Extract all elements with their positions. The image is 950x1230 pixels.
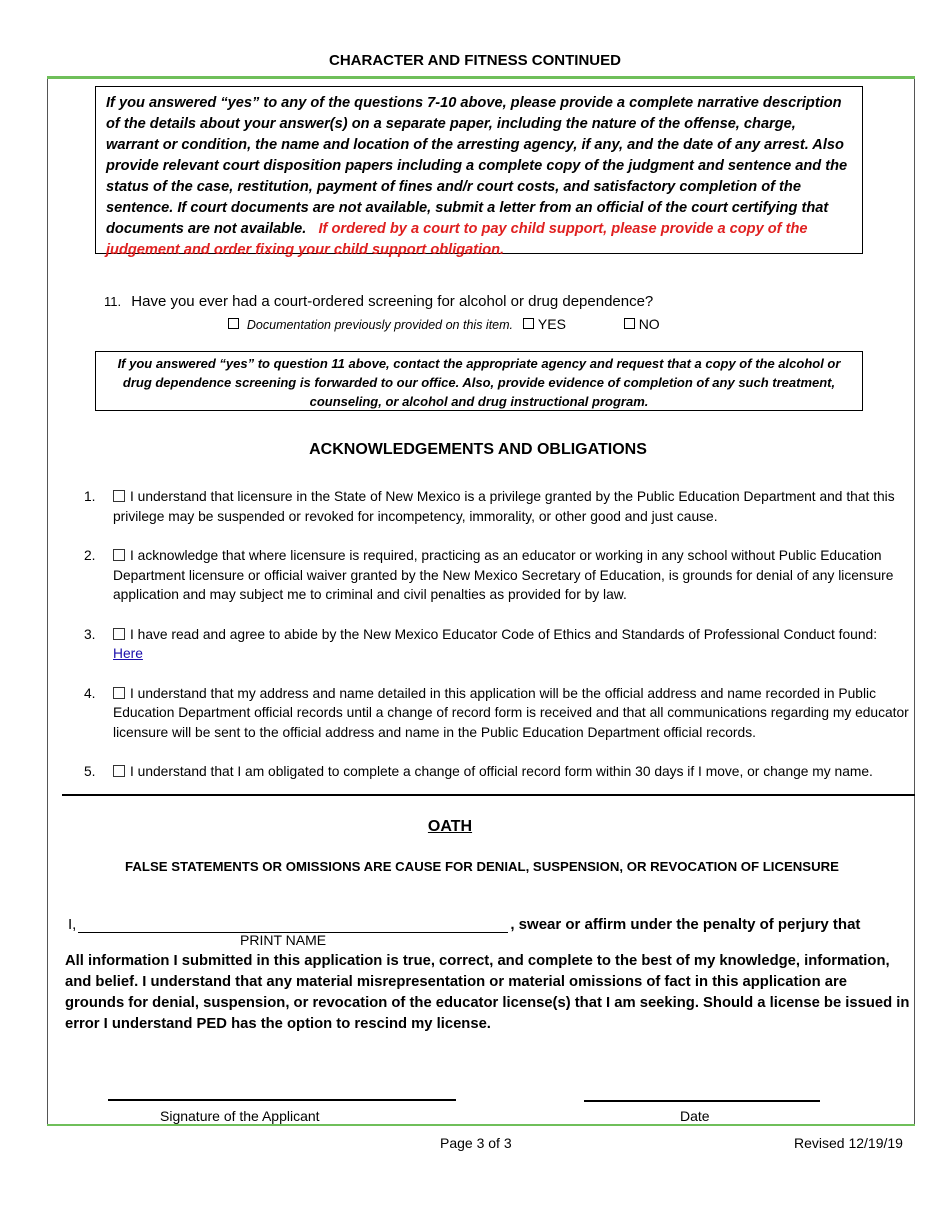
- date-field[interactable]: [584, 1100, 820, 1102]
- oath-name-line: [68, 915, 860, 933]
- date-label: Date: [680, 1108, 710, 1124]
- false-statements-warning: FALSE STATEMENTS OR OMISSIONS ARE CAUSE FOR DENIAL, SUSPENSION, OR REVOCATION OF LICENSURE: [125, 859, 839, 874]
- acknowledgement-checkbox[interactable]: [113, 687, 125, 699]
- frame-right-border: [914, 79, 915, 1124]
- question-11-options: [228, 316, 660, 332]
- list-item: [84, 546, 909, 605]
- list-item: [84, 625, 909, 664]
- question-text: Have you ever had a court-ordered screening for alcohol or drug dependence?: [131, 293, 654, 310]
- print-name-field[interactable]: [78, 915, 508, 933]
- footer-rule: [47, 1124, 915, 1126]
- signature-field[interactable]: [108, 1099, 456, 1101]
- acknowledgements-title: ACKNOWLEDGEMENTS AND OBLIGATIONS: [309, 441, 647, 458]
- item-number: 3.: [84, 626, 96, 642]
- yes-label: YES: [537, 316, 566, 332]
- code-of-ethics-link[interactable]: Here: [113, 646, 143, 661]
- page-title: CHARACTER AND FITNESS CONTINUED: [329, 52, 621, 69]
- yes-checkbox[interactable]: [523, 318, 534, 329]
- oath-prefix: I,: [68, 916, 77, 933]
- acknowledgement-checkbox[interactable]: [113, 549, 125, 561]
- documentation-checkbox[interactable]: [228, 318, 239, 329]
- list-item: [84, 487, 909, 526]
- instructions-text: If you answered “yes” to any of the questions 7-10 above, please provide a complete narrative description of the details about your answer(s) on a separate paper, including the nature of the offense, charge, warrant or condition, the name and location of the arresting agency, if any, and the date of any arrest. Also provide relevant court disposition papers including a complete copy of the judgment and sentence and the status of the case, restitution, payment of fines and/r court costs, and satisfactory completion of the sentence. If court documents are not available, submit a letter from an official of the court certifying that documents are not available.: [106, 95, 848, 237]
- section-divider: [62, 794, 915, 796]
- oath-statement: All information I submitted in this application is true, correct, and complete to the best of my knowledge, information, and belief. I understand that any material misrepresentation or material omissions of fact in this application are grounds for denial, suspension, or revocation of the educator license(s) that I am seeking. Should a license be issued in error I understand PED has the option to rescind my license.: [65, 953, 910, 1032]
- print-name-label: PRINT NAME: [240, 932, 327, 948]
- item-number: 5.: [84, 764, 96, 779]
- acknowledgement-checkbox[interactable]: [113, 628, 125, 640]
- list-item: [84, 762, 909, 782]
- question-number: 11.: [104, 294, 122, 309]
- item-text: I understand that I am obligated to complete a change of official record form within 30 days if I move, or change my name.: [130, 764, 873, 779]
- oath-title: OATH: [427, 818, 473, 835]
- frame-left-border: [47, 79, 48, 1124]
- instructions-box-questions-7-10: [95, 86, 863, 258]
- item-number: 4.: [84, 685, 96, 701]
- no-label: NO: [638, 316, 660, 332]
- no-checkbox[interactable]: [624, 318, 635, 329]
- oath-suffix: , swear or affirm under the penalty of perjury that: [510, 916, 861, 933]
- item-text: I have read and agree to abide by the New Mexico Educator Code of Ethics and Standards of Professional Conduct found:: [130, 626, 878, 642]
- item-text: I understand that my address and name detailed in this application will be the official address and name recorded in Public Education Department official records until a change of record form is received and that all communications regarding my educator licensure will be sent to the official address and name in the Public Education Department official records.: [113, 685, 909, 740]
- item-text: I understand that licensure in the State of New Mexico is a privilege granted by the Public Education Department and that this privilege may be suspended or revoked for incompetency, immorality, or other good and just cause.: [113, 489, 895, 524]
- documentation-label: Documentation previously provided on this item.: [246, 318, 513, 332]
- item-text: I acknowledge that where licensure is required, practicing as an educator or working in any school without Public Education Department licensure or official waiver granted by the New Mexico Secretary of Education, is grounds for denial of any licensure application and may subject me to criminal and civil penalties as provided for by law.: [113, 548, 894, 602]
- list-item: [84, 684, 909, 743]
- page-number: Page 3 of 3: [440, 1135, 512, 1151]
- instructions-box-question-11: [95, 351, 863, 411]
- question-11: [104, 293, 653, 310]
- acknowledgement-checkbox[interactable]: [113, 490, 125, 502]
- header-rule: [47, 76, 915, 79]
- item-number: 1.: [84, 489, 96, 504]
- screening-instructions-text: If you answered “yes” to question 11 above, contact the appropriate agency and request that a copy of the alcohol or drug dependence screening is forwarded to our office. Also, provide evidence of completion of any such treatment, counseling, or alcohol and drug instructional program.: [117, 356, 841, 409]
- item-number: 2.: [84, 548, 96, 563]
- child-support-notice: If ordered by a court to pay child support, please provide a copy of the judgement and order fixing your child support obligation.: [106, 221, 808, 258]
- acknowledgements-list: [84, 487, 909, 802]
- signature-label: Signature of the Applicant: [160, 1108, 320, 1124]
- acknowledgement-checkbox[interactable]: [113, 765, 125, 777]
- revision-date: Revised 12/19/19: [794, 1135, 903, 1151]
